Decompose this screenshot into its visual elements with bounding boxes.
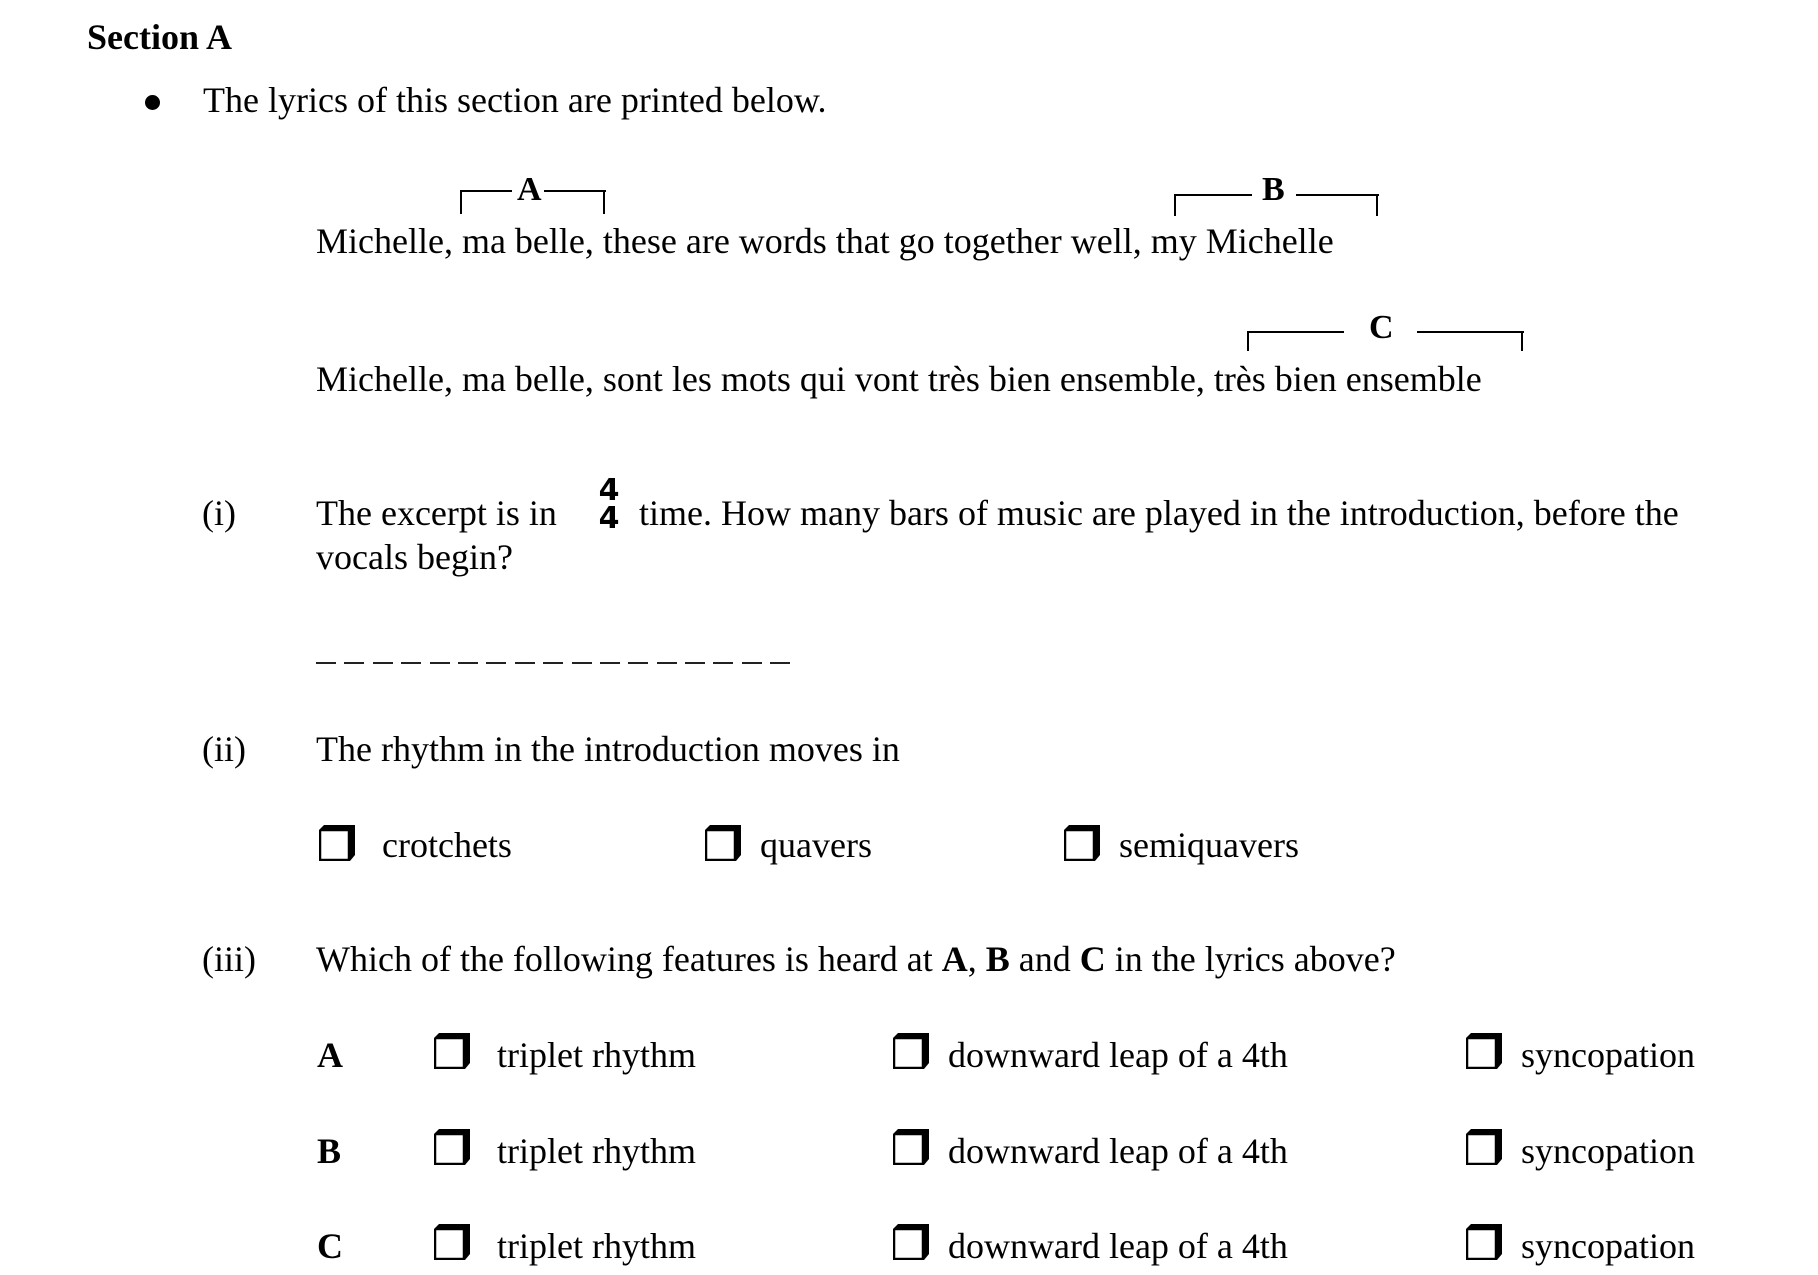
question-1-text-after: time. How many bars of music are played in the introduction, before the [639,493,1679,533]
checkbox-c-triplet-rhythm[interactable] [433,1223,469,1259]
option-label: quavers [760,825,872,865]
checkbox-quavers[interactable] [704,824,740,860]
checkbox-icon [1063,824,1101,862]
lyric-line-1: Michelle, ma belle, these are words that go together well, my Michelle [316,221,1334,261]
question-2-text: The rhythm in the introduction moves in [316,729,900,769]
intro-text: The lyrics of this section are printed below. [203,80,827,120]
checkbox-icon [433,1128,471,1166]
row-letter-c: C [317,1226,343,1266]
q3-sep: , [967,939,986,979]
q3-bold-b: B [985,939,1010,979]
option-label: semiquavers [1119,825,1299,865]
checkbox-b-triplet-rhythm[interactable] [433,1128,469,1164]
question-1-text-line2: vocals begin? [316,537,513,577]
option-label: crotchets [382,825,512,865]
time-signature-top: 4 [598,473,620,508]
marker-c-label: C [1369,309,1394,346]
question-1-number: (i) [202,493,236,533]
checkbox-icon [892,1223,930,1261]
checkbox-icon [892,1032,930,1070]
marker-b-label: B [1262,171,1285,208]
checkbox-b-downward-leap[interactable] [892,1128,928,1164]
question-3-text [316,938,1396,980]
section-title: Section A [87,17,233,57]
option-label: downward leap of a 4th [948,1035,1288,1075]
option-label: syncopation [1521,1131,1695,1171]
row-letter-b: B [317,1131,342,1171]
checkbox-a-triplet-rhythm[interactable] [433,1032,469,1068]
checkbox-icon [318,824,356,862]
marker-a-label: A [517,171,542,208]
checkbox-icon [704,824,742,862]
checkbox-icon [433,1032,471,1070]
q3-text-part2: in the lyrics above? [1105,939,1396,979]
option-label: syncopation [1521,1226,1695,1266]
checkbox-c-syncopation[interactable] [1465,1223,1501,1259]
checkbox-icon [1465,1223,1503,1261]
q3-bold-c: C [1079,939,1106,979]
time-signature-bottom: 4 [598,501,620,536]
checkbox-icon [1465,1128,1503,1166]
checkbox-semiquavers[interactable] [1063,824,1099,860]
question-2-number: (ii) [202,729,246,769]
checkbox-c-downward-leap[interactable] [892,1223,928,1259]
bullet-icon [145,95,160,110]
checkbox-icon [1465,1032,1503,1070]
option-label: downward leap of a 4th [948,1226,1288,1266]
q3-text-part1: Which of the following features is heard at [316,939,942,979]
checkbox-b-syncopation[interactable] [1465,1128,1501,1164]
checkbox-icon [892,1128,930,1166]
checkbox-crotchets[interactable] [318,824,354,860]
question-1-text-before: The excerpt is in [316,493,557,533]
row-letter-a: A [317,1035,343,1075]
question-3-number: (iii) [202,939,256,979]
option-label: syncopation [1521,1035,1695,1075]
checkbox-a-syncopation[interactable] [1465,1032,1501,1068]
q3-bold-a: A [941,939,968,979]
time-signature-icon [597,473,621,536]
checkbox-icon [433,1223,471,1261]
answer-field-q1[interactable] [316,662,799,664]
option-label: downward leap of a 4th [948,1131,1288,1171]
option-label: triplet rhythm [497,1131,696,1171]
option-label: triplet rhythm [497,1226,696,1266]
checkbox-a-downward-leap[interactable] [892,1032,928,1068]
lyric-line-2: Michelle, ma belle, sont les mots qui vont très bien ensemble, très bien ensemble [316,359,1482,399]
option-label: triplet rhythm [497,1035,696,1075]
q3-text-and: and [1009,939,1080,979]
